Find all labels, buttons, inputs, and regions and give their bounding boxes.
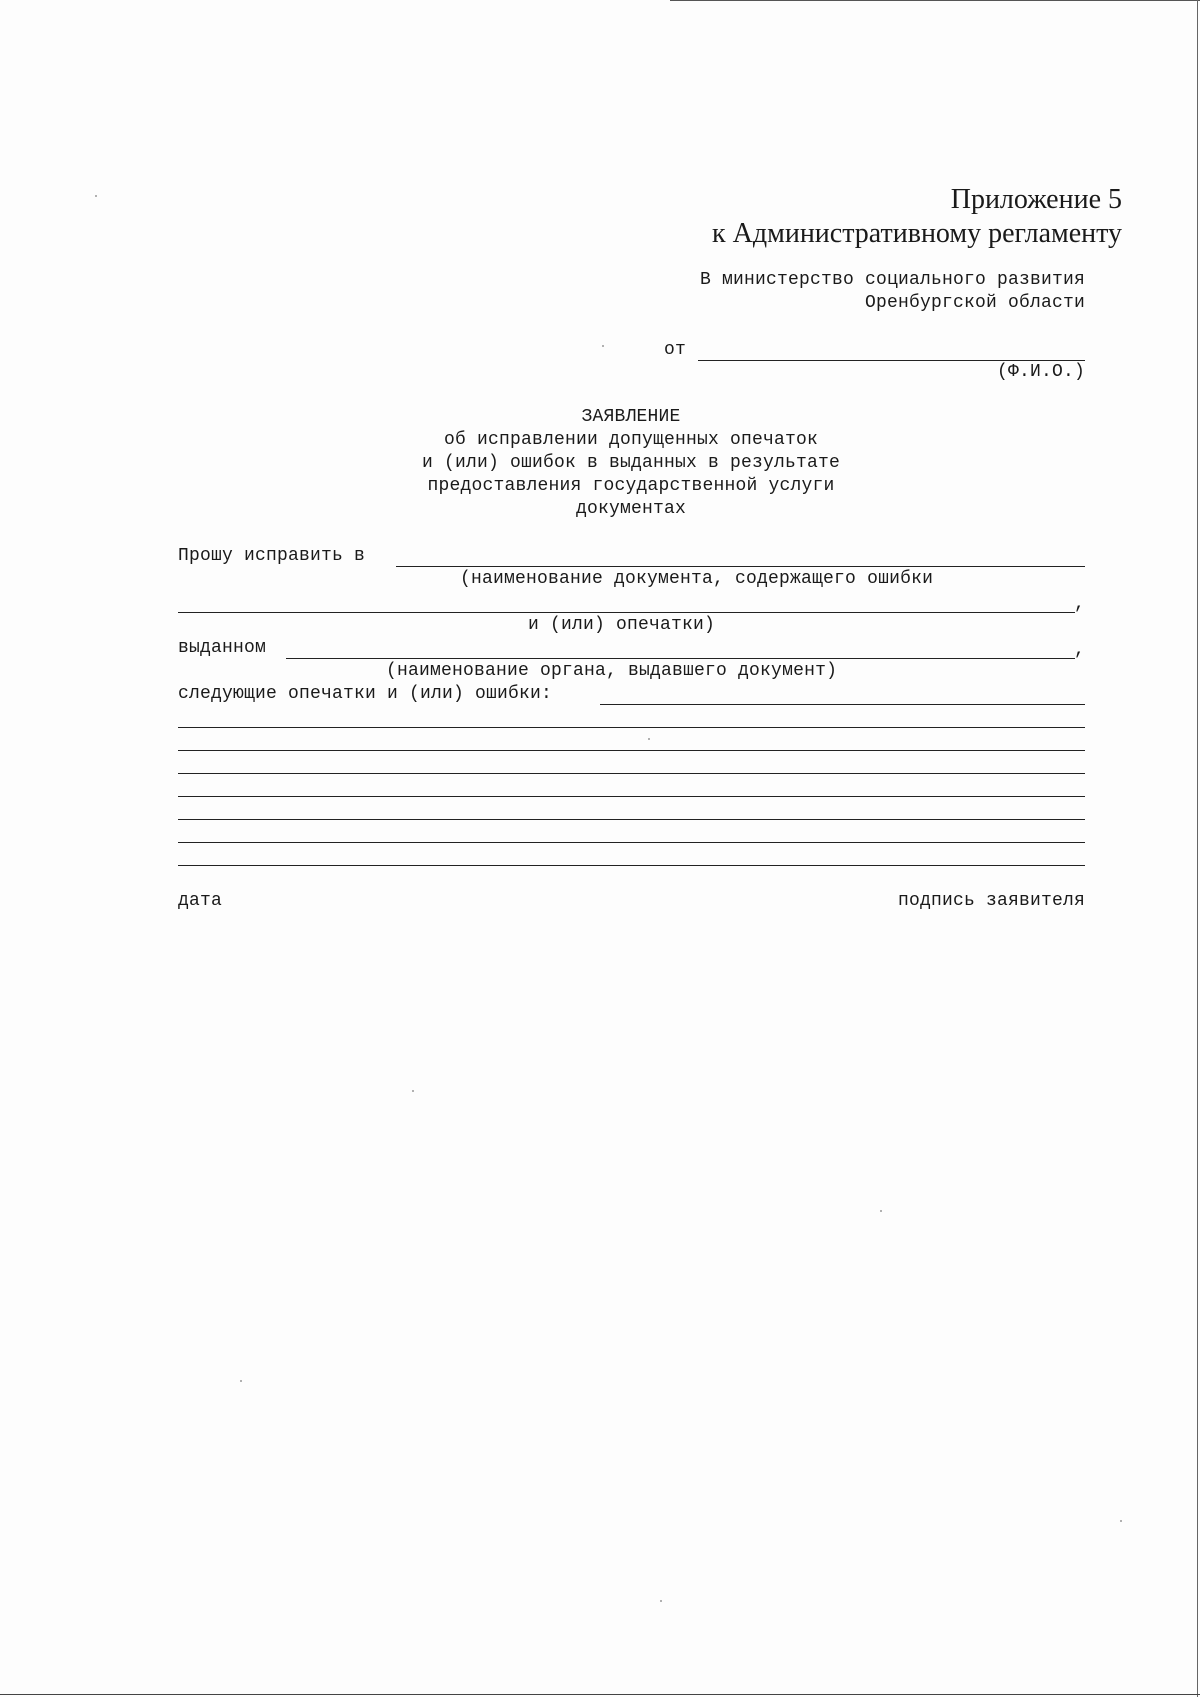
applicant-name-field[interactable] (698, 360, 1085, 361)
addressee-line-2: Оренбургской области (864, 293, 1085, 313)
scan-speck (880, 1210, 882, 1212)
regulation-reference: к Административному регламенту (712, 218, 1122, 249)
scan-top-edge (670, 0, 1200, 1)
issuer-caption: (наименование органа, выдавшего документ) (386, 661, 838, 681)
document-name-caption-1: (наименование документа, содержащего ошибки (460, 569, 934, 589)
issuer-field[interactable] (286, 658, 1075, 659)
comma: , (1074, 640, 1085, 660)
scan-speck (660, 1600, 662, 1602)
errors-field[interactable] (600, 704, 1085, 705)
addressee-line-1: В министерство социального развития (699, 270, 1085, 290)
request-label: Прошу исправить в (178, 546, 366, 566)
errors-line[interactable] (178, 750, 1085, 751)
scan-bottom-edge (0, 1694, 1200, 1695)
scan-speck (1120, 1520, 1122, 1522)
appendix-number: Приложение 5 (950, 184, 1122, 215)
document-name-field-continued[interactable] (178, 612, 1075, 613)
scan-speck (648, 738, 650, 740)
errors-line[interactable] (178, 819, 1085, 820)
issued-label: выданном (178, 638, 267, 658)
title-line-2: и (или) ошибок в выданных в результате (421, 453, 841, 473)
scan-right-edge (1197, 0, 1198, 1697)
document-name-field[interactable] (396, 566, 1085, 567)
scan-speck (95, 195, 97, 197)
scan-speck (240, 1380, 242, 1382)
errors-line[interactable] (178, 842, 1085, 843)
scan-speck (602, 345, 604, 347)
title-line-4: документах (575, 499, 687, 519)
comma: , (1074, 594, 1085, 614)
title-line-1: об исправлении допущенных опечаток (443, 430, 819, 450)
date-label: дата (178, 891, 223, 911)
errors-line[interactable] (178, 865, 1085, 866)
from-label: от (664, 340, 687, 360)
applicant-name-caption: (Ф.И.О.) (996, 362, 1085, 382)
errors-line[interactable] (178, 796, 1085, 797)
errors-line[interactable] (178, 727, 1085, 728)
title-line-3: предоставления государственной услуги (427, 476, 835, 496)
document-title: ЗАЯВЛЕНИЕ (581, 407, 681, 427)
scan-speck (412, 1090, 414, 1092)
errors-line[interactable] (178, 773, 1085, 774)
errors-label: следующие опечатки и (или) ошибки: (178, 684, 553, 704)
document-name-caption-2: и (или) опечатки) (528, 615, 716, 635)
signature-label: подпись заявителя (897, 891, 1085, 911)
